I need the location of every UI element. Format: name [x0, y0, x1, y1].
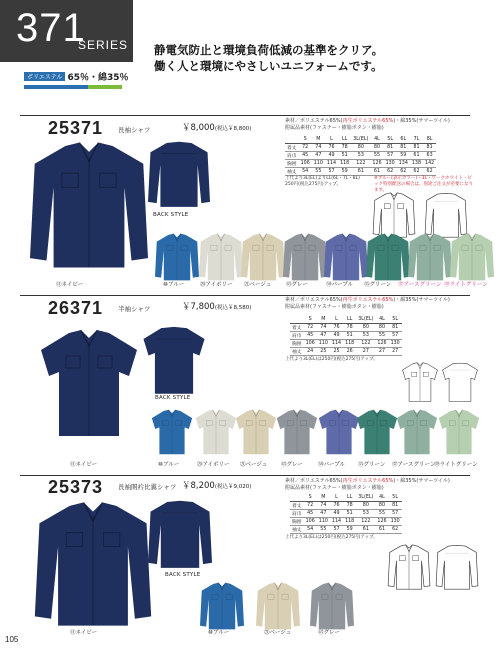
size-cell: 8L: [423, 136, 436, 144]
size-cell: 着丈: [290, 502, 304, 510]
size-cell: 110: [318, 341, 328, 346]
size-cell: 61: [375, 526, 388, 534]
size-cell: LL: [343, 316, 356, 324]
color-variant-image: [310, 580, 354, 632]
size-cell: 80: [370, 144, 383, 152]
size-cell: 胸囲: [290, 340, 304, 348]
back-diagram: [440, 362, 480, 402]
size-cell: 27: [356, 348, 375, 356]
size-cell: 肩巾: [290, 510, 304, 518]
note-text: 250円(税込275円)アップ。: [285, 182, 342, 187]
fabric-percent: 65％・綿35％: [67, 73, 129, 83]
size-cell: 54: [304, 526, 317, 534]
size-cell: L: [325, 136, 338, 144]
size-cell: 76: [330, 502, 343, 510]
size-cell: 53: [356, 510, 375, 518]
size-cell: 54: [299, 168, 312, 176]
color-label: ㊲アースグリーン: [392, 462, 436, 468]
size-row: [290, 324, 402, 332]
size-row: [290, 518, 402, 526]
size-cell: 55: [375, 332, 388, 340]
size-cell: 81: [389, 324, 402, 332]
size-cell: 126: [377, 519, 387, 524]
size-cell: [290, 494, 304, 502]
divider: [20, 115, 470, 116]
color-variant-image: [200, 580, 244, 632]
price-tax: (税込￥9,020): [214, 484, 252, 490]
size-row: [285, 160, 436, 168]
size-header-row: [285, 136, 436, 144]
size-cell: 80: [375, 324, 388, 332]
front-diagram: [385, 544, 433, 590]
size-cell: 118: [345, 341, 355, 346]
product-number: 25371: [48, 118, 104, 138]
front-diagram: [400, 362, 440, 402]
back-style-label: BACK STYLE: [153, 212, 189, 218]
size-row: [290, 510, 402, 518]
size-cell: [285, 136, 299, 144]
color-variant-image: [283, 232, 327, 282]
color-variant-image: [256, 580, 300, 632]
product-name: 半袖シャツ: [118, 305, 151, 313]
size-cell: 59: [343, 526, 356, 534]
series-banner: [0, 0, 133, 62]
spec-note: [285, 118, 455, 132]
main-shirt-image: [34, 500, 152, 628]
size-cell: 着丈: [285, 144, 299, 152]
size-cell: 袖丈: [290, 526, 304, 534]
size-cell: 78: [338, 144, 351, 152]
color-label: ⑩ブルー: [163, 282, 185, 288]
size-cell: M: [317, 316, 330, 324]
size-cell: 45: [299, 152, 312, 160]
spec-red: 再生ポリエステル65%: [342, 297, 394, 303]
main-shirt-image: [30, 140, 148, 270]
color-variant-image: [356, 408, 398, 456]
color-label: ㊸グレー: [281, 462, 304, 468]
spec-text: )・綿35%(サマーツイル): [393, 297, 450, 303]
color-label: ⑩ブルー: [208, 630, 230, 636]
size-cell: 74: [317, 502, 330, 510]
size-cell: 4L: [370, 136, 383, 144]
spec-red: 再生ポリエステル65%: [342, 478, 394, 484]
table-note: [285, 176, 375, 188]
price-main: ￥8,000: [182, 123, 215, 133]
size-cell: 5L: [389, 316, 402, 324]
size-cell: 袖丈: [285, 168, 299, 176]
note-text: 上代より3L(EL)は250円(税込275円)アップ。: [285, 535, 378, 540]
size-cell: 72: [304, 324, 317, 332]
size-cell: 5L: [389, 494, 402, 502]
series-word: SERIES: [78, 38, 129, 52]
size-cell: 25: [317, 348, 330, 356]
size-cell: 55: [370, 152, 383, 160]
size-header-row: [290, 494, 402, 502]
size-cell: 47: [317, 332, 330, 340]
size-row: [290, 502, 402, 510]
size-cell: L: [330, 316, 343, 324]
size-cell: 61: [410, 152, 423, 160]
color-label: ㊸グレー: [286, 282, 309, 288]
spec-text: 素材／ポリエステル65%(: [285, 478, 343, 484]
size-cell: 62: [397, 168, 410, 176]
product-price: [182, 479, 251, 491]
color-variant-image: [366, 232, 410, 282]
size-cell: 57: [325, 168, 338, 176]
size-row: [285, 168, 436, 176]
size-cell: 78: [343, 324, 356, 332]
color-label: ㊴ライトグリーン: [434, 462, 478, 468]
color-label: ㊲アースグリーン: [398, 282, 442, 288]
size-cell: 49: [325, 152, 338, 160]
red-note-text: ※ブルー(表示カラー)・3L・ワークホワイト・ビック特別配送の場合は、別途ご注文が必要になります。: [374, 176, 473, 193]
color-variant-image: [235, 408, 277, 456]
back-diagram: [433, 544, 481, 590]
size-cell: 114: [331, 341, 342, 346]
size-header-row: [290, 316, 402, 324]
table-note: [285, 535, 455, 541]
size-cell: 62: [410, 168, 423, 176]
size-cell: 81: [410, 144, 423, 152]
back-shirt-image: [138, 325, 210, 395]
size-cell: [290, 316, 304, 324]
size-cell: 45: [304, 510, 317, 518]
size-cell: 74: [317, 324, 330, 332]
size-cell: 80: [356, 502, 375, 510]
color-variant-image: [199, 232, 243, 282]
size-cell: 118: [340, 161, 350, 166]
size-cell: 62: [389, 526, 402, 534]
size-cell: 76: [325, 144, 338, 152]
size-cell: 49: [330, 510, 343, 518]
size-cell: 142: [425, 161, 435, 166]
spec-text: 附属品素材(ファスナー・樹脂ボタン・樹脂): [285, 125, 384, 131]
size-cell: 81: [423, 144, 436, 152]
size-cell: 47: [317, 510, 330, 518]
size-cell: 4L: [375, 316, 388, 324]
size-cell: 肩巾: [290, 332, 304, 340]
size-row: [285, 152, 436, 160]
color-variant-image: [155, 232, 199, 282]
size-row: [285, 144, 436, 152]
product-price: [182, 121, 251, 133]
headline-line-1: 静電気防止と環境負荷低減の基準をクリア。: [154, 43, 384, 57]
size-cell: 27: [375, 348, 388, 356]
size-cell: 57: [389, 510, 402, 518]
size-cell: 袖丈: [290, 348, 304, 356]
size-table: [285, 136, 436, 176]
spec-text: 素材／ポリエステル65%(: [285, 118, 343, 124]
size-cell: 110: [318, 519, 328, 524]
product-price: [182, 300, 251, 312]
color-variant-image: [241, 232, 285, 282]
size-cell: 76: [330, 324, 343, 332]
size-cell: 51: [338, 152, 351, 160]
color-label: ⑳アイボリー: [200, 282, 233, 288]
size-row: [290, 348, 402, 356]
size-cell: 胸囲: [290, 518, 304, 526]
color-label: ㊸グレー: [318, 630, 341, 636]
product-name: 長袖シャツ: [118, 126, 151, 134]
color-label: ㊿パープル: [318, 462, 346, 468]
size-cell: 57: [384, 152, 397, 160]
size-cell: 106: [305, 341, 315, 346]
size-cell: 49: [330, 332, 343, 340]
size-cell: 55: [375, 510, 388, 518]
divider: [20, 295, 470, 296]
size-cell: 130: [390, 519, 400, 524]
size-cell: 122: [356, 340, 375, 348]
size-cell: 80: [375, 502, 388, 510]
size-cell: 57: [389, 332, 402, 340]
series-number: 371: [16, 6, 86, 50]
price-tax: (税込￥8,580): [214, 305, 252, 311]
size-cell: 63: [423, 152, 436, 160]
size-cell: 81: [389, 502, 402, 510]
size-cell: 114: [331, 519, 342, 524]
fabric-bar: [24, 85, 122, 89]
back-style-label: BACK STYLE: [155, 395, 191, 401]
size-cell: LL: [338, 136, 351, 144]
size-cell: 3L(EL): [353, 137, 369, 142]
color-label: ⑪ネイビー: [70, 630, 98, 636]
color-label: ㉑ベージュ: [240, 462, 268, 468]
size-row: [290, 526, 402, 534]
size-cell: 5L: [384, 136, 397, 144]
color-variant-image: [276, 408, 318, 456]
size-cell: 4L: [375, 494, 388, 502]
back-shirt-image: [148, 138, 210, 210]
color-label: ㉟グリーン: [358, 462, 386, 468]
size-cell: 6L: [397, 136, 410, 144]
size-cell: 3L(EL): [358, 317, 374, 322]
size-cell: 61: [356, 526, 375, 534]
size-cell: 126: [377, 341, 387, 346]
color-label: ㉟グリーン: [364, 282, 392, 288]
size-table: [290, 494, 402, 534]
size-cell: 134: [398, 161, 408, 166]
color-variant-image: [438, 408, 480, 456]
fabric-tag: ポリエステル: [24, 72, 65, 81]
size-cell: 53: [351, 152, 370, 160]
size-cell: 110: [313, 161, 323, 166]
page-number: 105: [5, 635, 19, 644]
size-cell: 57: [330, 526, 343, 534]
size-cell: LL: [343, 494, 356, 502]
color-label: ㊿パープル: [326, 282, 354, 288]
spec-text: 附属品素材(ファスナー・樹脂ボタン・樹脂): [285, 485, 384, 491]
size-cell: S: [304, 494, 317, 502]
size-cell: 74: [312, 144, 325, 152]
size-cell: 81: [384, 144, 397, 152]
size-row: [290, 332, 402, 340]
color-label: ㊴ライトグリーン: [444, 282, 488, 288]
size-cell: 78: [343, 502, 356, 510]
color-label: ㉑ベージュ: [244, 282, 272, 288]
size-cell: 61: [370, 168, 383, 176]
size-cell: 80: [356, 324, 375, 332]
size-cell: 80: [351, 144, 370, 152]
price-tax: (税込￥8,800): [214, 126, 252, 132]
size-cell: 126: [372, 161, 382, 166]
size-cell: 138: [411, 161, 422, 166]
fabric-composition: [24, 70, 129, 86]
size-cell: 61: [351, 168, 370, 176]
color-variant-image: [450, 232, 494, 282]
color-label: ⑪ネイビー: [56, 282, 84, 288]
size-cell: 47: [312, 152, 325, 160]
size-cell: 62: [423, 168, 436, 176]
size-cell: 26: [343, 348, 356, 356]
size-cell: 45: [304, 332, 317, 340]
size-cell: 51: [343, 332, 356, 340]
size-cell: 7L: [410, 136, 423, 144]
spec-text: 素材／ポリエステル65%(: [285, 297, 343, 303]
product-name: 長袖開衿比翼シャツ: [118, 483, 177, 491]
back-style-label: BACK STYLE: [165, 572, 201, 578]
size-cell: 55: [312, 168, 325, 176]
size-table: [290, 316, 402, 356]
size-cell: 着丈: [290, 324, 304, 332]
product-number: 25373: [48, 477, 104, 497]
color-label: ⑩ブルー: [158, 462, 180, 468]
spec-text: 附属品素材(ファスナー・樹脂ボタン・樹脂): [285, 304, 384, 310]
size-cell: M: [312, 136, 325, 144]
back-shirt-image: [148, 497, 212, 571]
spec-note: [285, 478, 455, 492]
color-label: ⑪ネイビー: [70, 462, 98, 468]
size-cell: S: [304, 316, 317, 324]
size-cell: L: [330, 494, 343, 502]
size-cell: 72: [299, 144, 312, 152]
note-text: 上代より3L(EL)は250円(税込275円)アップ。: [285, 357, 378, 362]
size-cell: 114: [326, 161, 337, 166]
color-variant-image: [151, 408, 193, 456]
color-variant-image: [318, 408, 360, 456]
spec-red: 再生ポリエステル65%: [342, 118, 394, 124]
size-row: [290, 340, 402, 348]
size-cell: 62: [384, 168, 397, 176]
size-cell: 106: [300, 161, 310, 166]
size-cell: 122: [356, 518, 375, 526]
size-cell: S: [299, 136, 312, 144]
headline-line-2: 働く人と環境にやさしいユニフォームです。: [154, 59, 383, 73]
price-main: ￥7,800: [182, 302, 215, 312]
size-cell: 59: [338, 168, 351, 176]
size-cell: 3L(EL): [358, 495, 374, 500]
size-cell: 53: [356, 332, 375, 340]
color-variant-image: [195, 408, 237, 456]
color-label: ⑳アイボリー: [197, 462, 230, 468]
size-cell: 106: [305, 519, 315, 524]
color-variant-image: [324, 232, 368, 282]
size-cell: M: [317, 494, 330, 502]
size-cell: 72: [304, 502, 317, 510]
size-cell: 118: [345, 519, 355, 524]
headline: [154, 42, 383, 74]
price-main: ￥8,200: [182, 481, 215, 491]
size-cell: 81: [397, 144, 410, 152]
color-label: ㉑ベージュ: [264, 630, 292, 636]
size-cell: 胸囲: [285, 160, 299, 168]
spec-text: )・綿35%(サマーツイル): [393, 478, 450, 484]
size-cell: 肩巾: [285, 152, 299, 160]
color-variant-image: [408, 232, 452, 282]
main-shirt-image: [34, 328, 144, 438]
divider: [20, 475, 470, 476]
size-cell: 130: [385, 161, 395, 166]
size-cell: 130: [390, 341, 400, 346]
spec-note: [285, 297, 455, 311]
product-number: 26371: [48, 298, 104, 318]
size-cell: 59: [397, 152, 410, 160]
note-text: 上代より3L(EL)よりLL(6L・7L・8L): [285, 176, 360, 181]
size-cell: 24: [304, 348, 317, 356]
size-cell: 25: [330, 348, 343, 356]
size-cell: 51: [343, 510, 356, 518]
size-cell: 55: [317, 526, 330, 534]
spec-text: )・綿35%(サマーツイル): [393, 118, 450, 124]
color-variant-image: [396, 408, 438, 456]
size-cell: 122: [351, 160, 370, 168]
size-cell: 27: [389, 348, 402, 356]
